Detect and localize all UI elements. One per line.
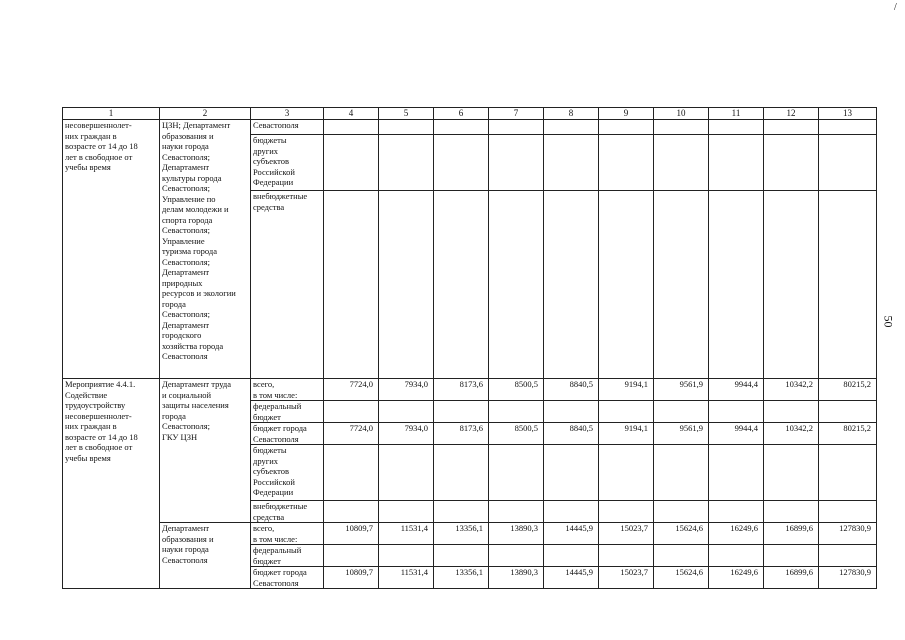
executor-cell: ЦЗН; Департамент образования и науки города Севастополя; Департамент культуры города Севастополя; Управление по делам молодежи и спорта города Севастополя; Управление туризма города Севастополя; Департамент природных ресурсов и экологии города Севастополя; Департамент городского хозяйства города Севастополя	[160, 120, 251, 379]
funding-table	[62, 107, 877, 589]
value-cell: 14445,9	[544, 523, 599, 545]
measure-cell: несовершеннолет- них граждан в возрасте от 14 до 18 лет в свободное от учебы время	[63, 120, 160, 379]
value-cell: 13890,3	[489, 567, 544, 589]
header-cell: 11	[709, 108, 764, 120]
value-cell: 9194,1	[599, 423, 654, 445]
header-cell: 2	[160, 108, 251, 120]
header-cell: 1	[63, 108, 160, 120]
header-cell: 9	[599, 108, 654, 120]
value-cell: 15023,7	[599, 567, 654, 589]
value-cell: 9944,4	[709, 423, 764, 445]
value-cell: 9561,9	[654, 423, 709, 445]
value-cell: 8840,5	[544, 423, 599, 445]
source-cell: федеральный бюджет	[251, 545, 324, 567]
value-cell: 80215,2	[819, 379, 877, 401]
header-cell: 4	[324, 108, 379, 120]
source-cell: бюджет города Севастополя	[251, 567, 324, 589]
value-cell: 9194,1	[599, 379, 654, 401]
table-row	[63, 120, 877, 135]
value-cell: 127830,9	[819, 523, 877, 545]
value-cell: 80215,2	[819, 423, 877, 445]
value-cell: 16899,6	[764, 523, 819, 545]
header-cell: 8	[544, 108, 599, 120]
source-cell: бюджет города Севастополя	[251, 423, 324, 445]
value-cell: 8500,5	[489, 379, 544, 401]
value-cell: 7724,0	[324, 379, 379, 401]
header-cell: 13	[819, 108, 877, 120]
executor-cell: Департамент образования и науки города Севастополя	[160, 523, 251, 589]
source-cell: федеральный бюджет	[251, 401, 324, 423]
value-cell: 16899,6	[764, 567, 819, 589]
header-cell: 3	[251, 108, 324, 120]
value-cell: 13356,1	[434, 567, 489, 589]
value-cell: 15624,6	[654, 523, 709, 545]
source-cell: внебюджетные средства	[251, 501, 324, 523]
page-number: 50	[881, 315, 896, 328]
value-cell: 7724,0	[324, 423, 379, 445]
table-row	[63, 379, 877, 401]
value-cell: 10342,2	[764, 379, 819, 401]
source-cell: внебюджетные средства	[251, 191, 324, 379]
source-cell: бюджеты других субъектов Российской Федерации	[251, 135, 324, 191]
value-cell: 15624,6	[654, 567, 709, 589]
source-cell: всего, в том числе:	[251, 379, 324, 401]
value-cell: 16249,6	[709, 523, 764, 545]
value-cell: 11531,4	[379, 523, 434, 545]
value-cell: 8173,6	[434, 379, 489, 401]
value-cell: 7934,0	[379, 423, 434, 445]
value-cell: 10809,7	[324, 567, 379, 589]
value-cell: 9561,9	[654, 379, 709, 401]
value-cell: 15023,7	[599, 523, 654, 545]
value-cell: 13356,1	[434, 523, 489, 545]
value-cell: 14445,9	[544, 567, 599, 589]
value-cell: 10809,7	[324, 523, 379, 545]
header-cell: 6	[434, 108, 489, 120]
header-cell: 12	[764, 108, 819, 120]
header-cell: 5	[379, 108, 434, 120]
value-cell: 9944,4	[709, 379, 764, 401]
value-cell: 16249,6	[709, 567, 764, 589]
header-cell: 10	[654, 108, 709, 120]
value-cell: 8500,5	[489, 423, 544, 445]
source-cell: бюджеты других субъектов Российской Федерации	[251, 445, 324, 501]
value-cell: 7934,0	[379, 379, 434, 401]
page-corner-mark: /	[894, 2, 897, 13]
header-cell: 7	[489, 108, 544, 120]
value-cell: 127830,9	[819, 567, 877, 589]
value-cell: 8173,6	[434, 423, 489, 445]
value-cell: 8840,5	[544, 379, 599, 401]
value-cell: 11531,4	[379, 567, 434, 589]
value-cell: 13890,3	[489, 523, 544, 545]
source-cell: всего, в том числе:	[251, 523, 324, 545]
header-row	[63, 108, 877, 120]
table-row	[63, 523, 877, 545]
measure-cell: Мероприятие 4.4.1. Содействие трудоустройству несовершеннолет- них граждан в возрасте от 14 до 18 лет в свободное от учебы время	[63, 379, 160, 589]
value-cell: 10342,2	[764, 423, 819, 445]
source-cell: Севастополя	[251, 120, 324, 135]
executor-cell: Департамент труда и социальной защиты населения города Севастополя; ГКУ ЦЗН	[160, 379, 251, 523]
